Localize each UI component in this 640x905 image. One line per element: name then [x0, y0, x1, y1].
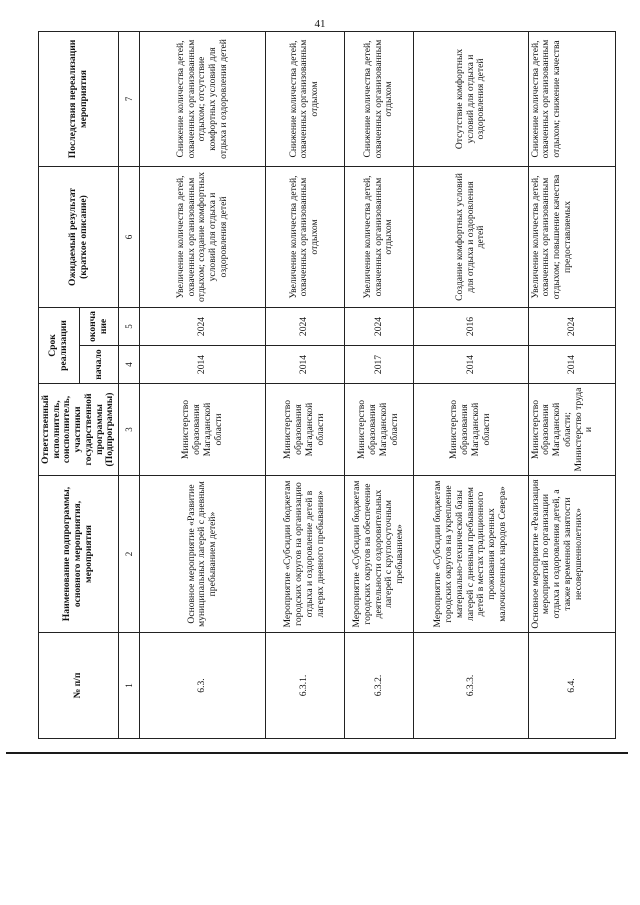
table-row [414, 31, 528, 738]
row-consequences: Снижение количества детей, охваченных организованным отдыхом [344, 31, 414, 166]
row-executor: Министерство образования Магаданской области [140, 384, 266, 476]
row-end: 2024 [344, 307, 414, 345]
rotated-table-area [38, 32, 614, 739]
row-result: Увеличение количества детей, охваченных организованным отдыхом [344, 166, 414, 307]
row-num: 6.3. [140, 633, 266, 739]
row-consequences: Снижение количества детей, охваченных организованным отдыхом; отсутствие комфортных условий для отдыха и оздоровления детей [140, 31, 266, 166]
header-consequences: Последствия нереализации мероприятия [39, 31, 119, 166]
row-start: 2014 [140, 346, 266, 384]
row-executor: Министерство образования Магаданской области [266, 384, 345, 476]
row-end: 2024 [266, 307, 345, 345]
row-name: Мероприятие «Субсидии бюджетам городских округов на укрепление материально-технической базы лагерей с дневным пребыванием детей в местах традиционного проживания коренных малочисленных народов Севера» [414, 476, 528, 633]
header-num: № п/п [39, 633, 119, 739]
row-start: 2014 [528, 346, 616, 384]
row-result: Увеличение количества детей, охваченных организованным отдыхом [266, 166, 345, 307]
header-name: Наименование подпрограммы, основного мероприятия, мероприятия [39, 476, 119, 633]
row-consequences: Снижение количества детей, охваченных организованным отдыхом [266, 31, 345, 166]
header-end: оконча ние [80, 307, 119, 345]
header-executor: Ответственный исполнитель, соисполнитель, участники государственной программы (Подпрограммы) [39, 384, 119, 476]
row-start: 2017 [344, 346, 414, 384]
header-period: Срок реализации [39, 307, 80, 383]
column-number-row [119, 31, 140, 738]
table-row [266, 31, 345, 738]
row-executor: Министерство образования Магаданской области; Министерство труда и [528, 384, 616, 476]
header-result: Ожидаемый результат (краткое описание) [39, 166, 119, 307]
measures-table [38, 31, 616, 739]
row-result: Увеличение количества детей, охваченных организованным отдыхом; повышение качества предоставляемых [528, 166, 616, 307]
column-number: 7 [119, 31, 140, 166]
row-num: 6.4. [528, 633, 616, 739]
row-name: Основное мероприятие «Развитие муниципальных лагерей с дневным пребыванием детей» [140, 476, 266, 633]
table-row [140, 31, 266, 738]
row-result: Создание комфортных условий для отдыха и оздоровления детей [414, 166, 528, 307]
row-consequences: Отсутствие комфортных условий для отдыха и оздоровления детей [414, 31, 528, 166]
page-number: 41 [314, 18, 326, 30]
row-num: 6.3.1. [266, 633, 345, 739]
table-row [344, 31, 414, 738]
header-start: начало [80, 346, 119, 384]
row-start: 2014 [414, 346, 528, 384]
row-name: Основное мероприятие «Реализация мероприятий по организации отдыха и оздоровления детей, а также временной занятости несовершеннолетних» [528, 476, 616, 633]
table-row [528, 31, 616, 738]
row-end: 2024 [140, 307, 266, 345]
row-consequences: Снижение количества детей, охваченных организованным отдыхом; снижение качества [528, 31, 616, 166]
column-number: 3 [119, 384, 140, 476]
landscape-page [38, 32, 614, 739]
row-executor: Министерство образования Магаданской области [344, 384, 414, 476]
column-number: 5 [119, 307, 140, 345]
column-number: 2 [119, 476, 140, 633]
column-number: 1 [119, 633, 140, 739]
row-result: Увеличение количества детей, охваченных организованным отдыхом; создание комфортных условий для отдыха и оздоровления детей [140, 166, 266, 307]
column-number: 4 [119, 346, 140, 384]
row-start: 2014 [266, 346, 345, 384]
row-num: 6.3.3. [414, 633, 528, 739]
bottom-rule-divider [6, 752, 628, 754]
row-num: 6.3.2. [344, 633, 414, 739]
row-end: 2024 [528, 307, 616, 345]
row-name: Мероприятие «Субсидии бюджетам городских округов на организацию отдыха и оздоровление детей в лагерях дневного пребывания» [266, 476, 345, 633]
row-end: 2016 [414, 307, 528, 345]
row-name: Мероприятие «Субсидии бюджетам городских округов на обеспечение деятельности оздоровительных лагерей с круглосуточным пребыванием» [344, 476, 414, 633]
row-executor: Министерство образования Магаданской области [414, 384, 528, 476]
column-number: 6 [119, 166, 140, 307]
